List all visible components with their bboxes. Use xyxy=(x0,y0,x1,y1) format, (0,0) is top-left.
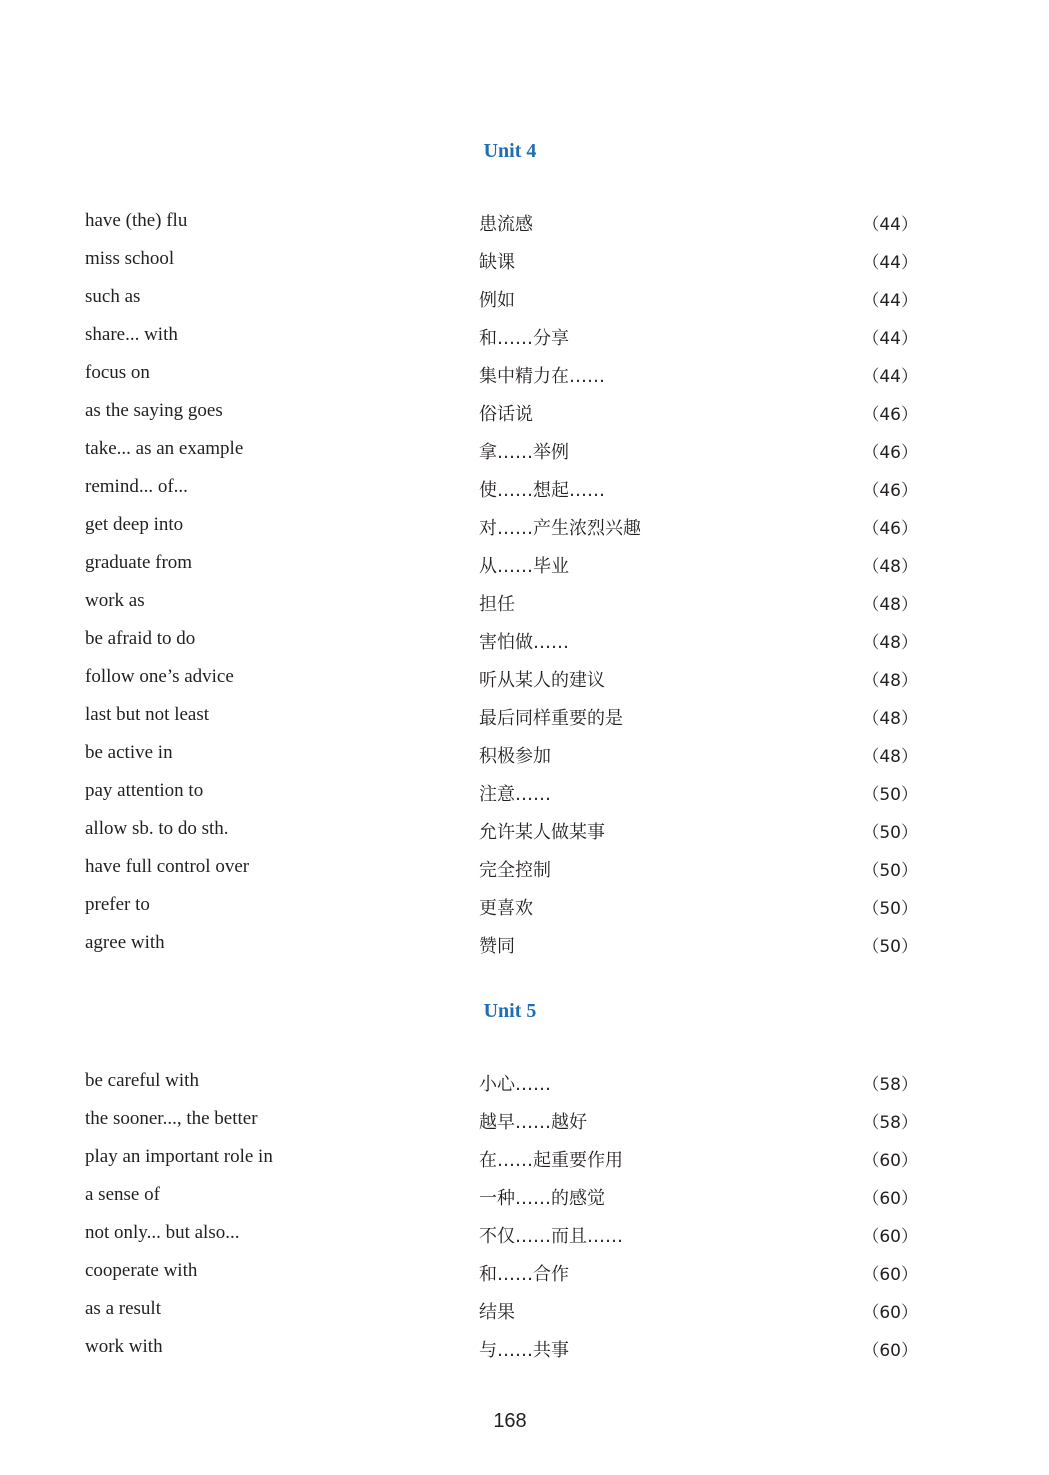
english-phrase: a sense of xyxy=(85,1184,160,1205)
phrase-row xyxy=(0,704,1049,742)
page-reference: （48） xyxy=(862,709,918,729)
page-reference: （48） xyxy=(862,633,918,653)
english-phrase: play an important role in xyxy=(85,1146,273,1167)
english-phrase: not only... but also... xyxy=(85,1222,240,1243)
chinese-meaning: 与……共事 xyxy=(479,1340,569,1361)
english-phrase: have (the) flu xyxy=(85,210,188,231)
page-reference: （48） xyxy=(862,557,918,577)
phrase-row xyxy=(0,552,1049,590)
page-reference: （44） xyxy=(862,215,918,235)
page-reference: （50） xyxy=(862,937,918,957)
phrase-row xyxy=(0,400,1049,438)
chinese-meaning: 和……合作 xyxy=(479,1264,569,1285)
phrase-list-unit-5 xyxy=(0,1070,1049,1374)
chinese-meaning: 担任 xyxy=(479,594,515,615)
english-phrase: be careful with xyxy=(85,1070,199,1091)
english-phrase: cooperate with xyxy=(85,1260,198,1281)
chinese-meaning: 拿……举例 xyxy=(479,442,569,463)
page-reference: （60） xyxy=(862,1151,918,1171)
english-phrase: miss school xyxy=(85,248,175,269)
english-phrase: share... with xyxy=(85,324,178,345)
phrase-row xyxy=(0,210,1049,248)
chinese-meaning: 对……产生浓烈兴趣 xyxy=(479,518,641,539)
phrase-row xyxy=(0,1222,1049,1260)
page-reference: （48） xyxy=(862,747,918,767)
phrase-row xyxy=(0,1298,1049,1336)
chinese-meaning: 使……想起…… xyxy=(479,480,605,501)
phrase-row xyxy=(0,818,1049,856)
page-reference: （50） xyxy=(862,823,918,843)
chinese-meaning: 听从某人的建议 xyxy=(479,670,605,691)
english-phrase: take... as an example xyxy=(85,438,244,459)
phrase-row xyxy=(0,932,1049,970)
phrase-row xyxy=(0,362,1049,400)
chinese-meaning: 最后同样重要的是 xyxy=(479,708,623,729)
chinese-meaning: 注意…… xyxy=(479,784,551,805)
phrase-row xyxy=(0,666,1049,704)
english-phrase: as the saying goes xyxy=(85,400,223,421)
page-reference: （60） xyxy=(862,1189,918,1209)
page-reference: （44） xyxy=(862,253,918,273)
english-phrase: be active in xyxy=(85,742,173,763)
english-phrase: graduate from xyxy=(85,552,193,573)
chinese-meaning: 和……分享 xyxy=(479,328,569,349)
chinese-meaning: 更喜欢 xyxy=(479,898,533,919)
phrase-row xyxy=(0,742,1049,780)
chinese-meaning: 结果 xyxy=(479,1302,515,1323)
chinese-meaning: 越早……越好 xyxy=(479,1112,587,1133)
chinese-meaning: 完全控制 xyxy=(479,860,551,881)
page-reference: （60） xyxy=(862,1227,918,1247)
chinese-meaning: 患流感 xyxy=(479,214,533,235)
phrase-row xyxy=(0,514,1049,552)
english-phrase: such as xyxy=(85,286,141,307)
english-phrase: prefer to xyxy=(85,894,150,915)
page-reference: （46） xyxy=(862,405,918,425)
chinese-meaning: 例如 xyxy=(479,290,515,311)
page-reference: （50） xyxy=(862,785,918,805)
chinese-meaning: 允许某人做某事 xyxy=(479,822,605,843)
english-phrase: pay attention to xyxy=(85,780,204,801)
chinese-meaning: 害怕做…… xyxy=(479,632,569,653)
page-reference: （46） xyxy=(862,443,918,463)
chinese-meaning: 从……毕业 xyxy=(479,556,569,577)
page-reference: （44） xyxy=(862,291,918,311)
page-reference: （44） xyxy=(862,329,918,349)
chinese-meaning: 小心…… xyxy=(479,1074,551,1095)
section-title-unit-4: Unit 4 xyxy=(483,140,537,162)
phrase-row xyxy=(0,476,1049,514)
english-phrase: as a result xyxy=(85,1298,161,1319)
page-number: 168 xyxy=(493,1410,527,1432)
phrase-row xyxy=(0,1070,1049,1108)
page-reference: （46） xyxy=(862,519,918,539)
phrase-row xyxy=(0,628,1049,666)
phrase-row xyxy=(0,286,1049,324)
page-reference: （50） xyxy=(862,899,918,919)
page-reference: （48） xyxy=(862,595,918,615)
english-phrase: work as xyxy=(85,590,145,611)
page-reference: （48） xyxy=(862,671,918,691)
phrase-row xyxy=(0,1108,1049,1146)
phrase-row xyxy=(0,780,1049,818)
chinese-meaning: 不仅……而且…… xyxy=(479,1226,623,1247)
english-phrase: be afraid to do xyxy=(85,628,196,649)
phrase-row xyxy=(0,1146,1049,1184)
phrase-row xyxy=(0,438,1049,476)
chinese-meaning: 赞同 xyxy=(479,936,515,957)
chinese-meaning: 积极参加 xyxy=(479,746,551,767)
phrase-row xyxy=(0,590,1049,628)
chinese-meaning: 在……起重要作用 xyxy=(479,1150,623,1171)
page-reference: （58） xyxy=(862,1113,918,1133)
phrase-row xyxy=(0,894,1049,932)
english-phrase: get deep into xyxy=(85,514,184,535)
section-title-unit-5: Unit 5 xyxy=(483,1000,537,1022)
chinese-meaning: 集中精力在…… xyxy=(479,366,605,387)
page-reference: （50） xyxy=(862,861,918,881)
phrase-row xyxy=(0,1336,1049,1374)
phrase-row xyxy=(0,1260,1049,1298)
page-reference: （60） xyxy=(862,1303,918,1323)
phrase-row xyxy=(0,324,1049,362)
chinese-meaning: 一种……的感觉 xyxy=(479,1188,605,1209)
english-phrase: allow sb. to do sth. xyxy=(85,818,229,839)
page-reference: （60） xyxy=(862,1265,918,1285)
phrase-row xyxy=(0,248,1049,286)
page-reference: （58） xyxy=(862,1075,918,1095)
english-phrase: the sooner..., the better xyxy=(85,1108,258,1129)
english-phrase: agree with xyxy=(85,932,165,953)
phrase-row xyxy=(0,1184,1049,1222)
english-phrase: follow one’s advice xyxy=(85,666,234,687)
chinese-meaning: 俗话说 xyxy=(479,404,533,425)
english-phrase: work with xyxy=(85,1336,163,1357)
chinese-meaning: 缺课 xyxy=(479,252,515,273)
english-phrase: remind... of... xyxy=(85,476,188,497)
page-reference: （44） xyxy=(862,367,918,387)
page-reference: （46） xyxy=(862,481,918,501)
phrase-row xyxy=(0,856,1049,894)
page-reference: （60） xyxy=(862,1341,918,1361)
phrase-list-unit-4 xyxy=(0,210,1049,970)
english-phrase: have full control over xyxy=(85,856,250,877)
english-phrase: focus on xyxy=(85,362,150,383)
english-phrase: last but not least xyxy=(85,704,210,725)
